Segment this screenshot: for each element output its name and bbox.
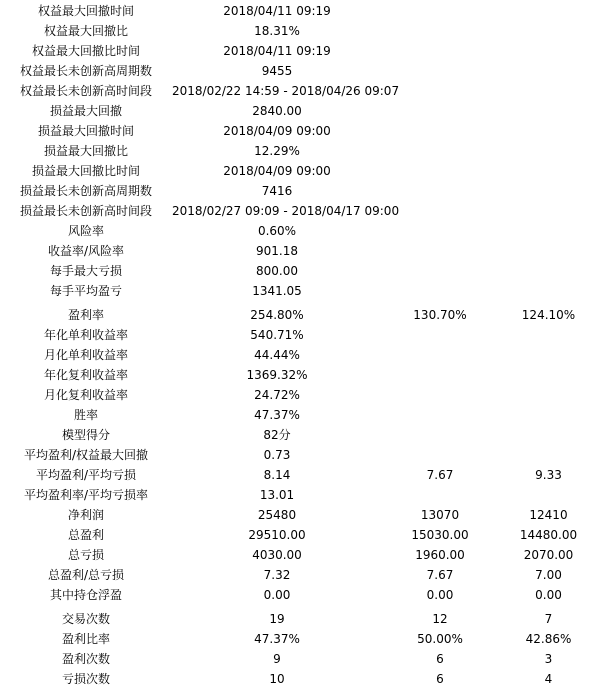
- table-row: [0, 241, 599, 261]
- table-row: [0, 161, 599, 181]
- metric-value-col2: [382, 181, 498, 201]
- table-row: [0, 305, 599, 325]
- metric-label: 年化复利收益率: [43, 368, 128, 382]
- metric-value-col2: 6: [436, 652, 444, 666]
- metric-label: 权益最大回撤比时间: [31, 44, 140, 58]
- metric-value-total: 7416: [261, 184, 293, 198]
- metric-value-col3: 4: [544, 672, 553, 686]
- table-row: [0, 525, 599, 545]
- table-row: [0, 121, 599, 141]
- metric-value-col3: [498, 141, 599, 161]
- metric-value-col3: [498, 201, 599, 221]
- table-row: [0, 21, 599, 41]
- metric-value-col3: [498, 345, 599, 365]
- metric-label: 交易次数: [61, 612, 110, 626]
- metric-label: 损益最大回撤比: [43, 144, 128, 158]
- metric-value-col2: [382, 261, 498, 281]
- metric-label: 月化复利收益率: [43, 388, 128, 402]
- table-row: [0, 1, 599, 21]
- table-row: [0, 585, 599, 605]
- metric-value-col2: [382, 365, 498, 385]
- metric-value-total: 10: [269, 672, 285, 686]
- metric-value-total: 44.44%: [254, 348, 300, 362]
- metric-value-total: 18.31%: [254, 24, 300, 38]
- metric-value-col3: [498, 181, 599, 201]
- metric-value-col2: [382, 281, 498, 301]
- metric-value-total: 13.01: [259, 488, 295, 502]
- table-row: [0, 505, 599, 525]
- metric-value-total: 4030.00: [252, 548, 302, 562]
- metric-value-col2: [382, 21, 498, 41]
- metric-value-total: 2018/04/11 09:19: [223, 4, 331, 18]
- table-row: [0, 221, 599, 241]
- table-row: [0, 201, 599, 221]
- metric-value-col2: 7.67: [426, 468, 454, 482]
- metric-label: 模型得分: [61, 428, 110, 442]
- metric-label: 胜率: [73, 408, 98, 422]
- metric-label: 每手最大亏损: [49, 264, 122, 278]
- metric-value-col3: [498, 81, 599, 101]
- metric-value-col3: [498, 405, 599, 425]
- metric-value-col2: 6: [436, 672, 444, 686]
- metric-value-col2: 13070: [420, 508, 460, 522]
- metric-value-total: 2018/04/09 09:00: [223, 164, 331, 178]
- metric-value-total: 0.60%: [257, 224, 297, 238]
- metric-value-col3: [498, 61, 599, 81]
- metric-value-col3: 42.86%: [525, 632, 572, 646]
- table-row: [0, 181, 599, 201]
- metric-value-col3: [498, 485, 599, 505]
- metric-label: 月化单利收益率: [43, 348, 128, 362]
- metric-value-col2: [382, 41, 498, 61]
- metric-value-col3: [498, 121, 599, 141]
- metric-label: 总盈利/总亏损: [47, 568, 125, 582]
- metric-value-col3: [498, 21, 599, 41]
- metric-value-col2: [382, 221, 498, 241]
- metric-label: 损益最大回撤时间: [37, 124, 134, 138]
- metric-value-col2: [382, 161, 498, 181]
- metric-value-col2: 1960.00: [415, 548, 465, 562]
- metric-label: 盈利次数: [61, 652, 110, 666]
- table-row: [0, 345, 599, 365]
- table-row: [0, 425, 599, 445]
- table-row: [0, 465, 599, 485]
- metric-value-col2: [382, 345, 498, 365]
- metric-label: 收益率/风险率: [47, 244, 125, 258]
- metric-value-col2: 50.00%: [417, 632, 463, 646]
- table-row: [0, 565, 599, 585]
- metric-value-col2: [382, 201, 498, 221]
- metric-label: 损益最大回撤: [49, 104, 122, 118]
- metric-value-col3: [498, 1, 599, 21]
- metric-value-col2: [382, 405, 498, 425]
- metric-label: 损益最长未创新高时间段: [19, 204, 152, 218]
- table-row: [0, 385, 599, 405]
- table-row: [0, 101, 599, 121]
- metric-value-total: 82分: [263, 428, 291, 442]
- metric-value-col3: [498, 101, 599, 121]
- table-row: [0, 41, 599, 61]
- metric-value-col2: [382, 121, 498, 141]
- metric-value-col2: 12: [432, 612, 448, 626]
- metric-value-col3: [498, 161, 599, 181]
- metric-value-col2: [382, 101, 498, 121]
- table-row: [0, 445, 599, 465]
- metric-label: 权益最大回撤时间: [37, 4, 134, 18]
- table-row: [0, 365, 599, 385]
- metric-value-col2: [382, 141, 498, 161]
- metric-label: 其中持仓浮盈: [49, 588, 122, 602]
- table-row: [0, 141, 599, 161]
- metric-value-total: 254.80%: [250, 308, 304, 322]
- metric-value-col2: 130.70%: [413, 308, 467, 322]
- metric-value-total: 24.72%: [254, 388, 300, 402]
- table-row: [0, 609, 599, 629]
- metric-value-col2: 7.67: [426, 568, 454, 582]
- table-row: [0, 629, 599, 649]
- metric-value-total: 0.00: [263, 588, 291, 602]
- metric-label: 总盈利: [67, 528, 104, 542]
- metric-value-col3: 14480.00: [519, 528, 578, 542]
- metric-value-total: 800.00: [256, 264, 298, 278]
- metric-value-col2: [382, 385, 498, 405]
- table-row: [0, 649, 599, 669]
- metric-value-col2: [382, 485, 498, 505]
- metric-label: 权益最大回撤比: [43, 24, 128, 38]
- metric-label: 总亏损: [67, 548, 104, 562]
- metric-value-total: 1369.32%: [246, 368, 308, 382]
- metric-label: 平均盈利/权益最大回撤: [23, 448, 149, 462]
- metric-value-total: 1341.05: [252, 284, 302, 298]
- metric-value-col2: [382, 81, 498, 101]
- metric-label: 风险率: [67, 224, 104, 238]
- metric-label: 权益最长未创新高周期数: [19, 64, 152, 78]
- metric-value-col3: 2070.00: [523, 548, 574, 562]
- metric-value-total: 8.14: [263, 468, 291, 482]
- metric-value-total: 540.71%: [250, 328, 304, 342]
- table-row: [0, 281, 599, 301]
- table-row: [0, 325, 599, 345]
- metric-value-total: 2018/04/09 09:00: [223, 124, 331, 138]
- metric-value-total: 9455: [261, 64, 293, 78]
- metric-value-col3: [498, 281, 599, 301]
- metric-value-total: 25480: [257, 508, 297, 522]
- metric-value-col2: [382, 241, 498, 261]
- metric-value-total: 47.37%: [254, 408, 300, 422]
- metric-value-col3: 12410: [529, 508, 568, 522]
- table-row: [0, 405, 599, 425]
- metric-value-total: 47.37%: [254, 632, 300, 646]
- metric-value-col2: [382, 61, 498, 81]
- metric-value-total: 0.73: [263, 448, 291, 462]
- table-row: [0, 545, 599, 565]
- metric-value-total: 19: [269, 612, 285, 626]
- table-row: [0, 485, 599, 505]
- metric-label: 亏损次数: [61, 672, 110, 686]
- metric-value-col3: [498, 445, 599, 465]
- metric-value-col3: [498, 385, 599, 405]
- metric-label: 损益最大回撤比时间: [31, 164, 140, 178]
- metric-label: 平均盈利率/平均亏损率: [23, 488, 149, 502]
- metric-value-col3: [498, 241, 599, 261]
- metric-value-col3: 7.00: [535, 568, 562, 582]
- metric-value-total: 901.18: [256, 244, 298, 258]
- table-row: [0, 81, 599, 101]
- metric-value-col3: [498, 221, 599, 241]
- metric-value-col3: 3: [544, 652, 553, 666]
- metric-value-col2: [382, 445, 498, 465]
- metric-value-col3: [498, 261, 599, 281]
- metric-value-total: 12.29%: [254, 144, 300, 158]
- metric-label: 净利润: [67, 508, 104, 522]
- metric-value-col3: 7: [544, 612, 553, 626]
- metric-value-total: 29510.00: [248, 528, 306, 542]
- metric-label: 盈利率: [67, 308, 104, 322]
- metric-value-col2: [382, 325, 498, 345]
- metric-value-total: 2018/02/22 14:59 - 2018/04/26 09:07: [172, 84, 400, 98]
- metric-label: 盈利比率: [61, 632, 110, 646]
- metric-value-col2: [382, 1, 498, 21]
- metric-value-col2: [382, 425, 498, 445]
- metric-value-total: 2018/02/27 09:09 - 2018/04/17 09:00: [172, 204, 400, 218]
- metric-value-total: 9: [273, 652, 281, 666]
- metric-value-col3: 0.00: [535, 588, 562, 602]
- metric-value-col2: 15030.00: [411, 528, 469, 542]
- metric-value-col2: 0.00: [426, 588, 454, 602]
- metric-value-col3: [498, 325, 599, 345]
- metric-label: 年化单利收益率: [43, 328, 128, 342]
- metric-value-total: 7.32: [263, 568, 291, 582]
- metric-value-col3: [498, 365, 599, 385]
- metric-value-col3: 9.33: [535, 468, 562, 482]
- metric-value-total: 2840.00: [252, 104, 302, 118]
- metric-value-col3: 124.10%: [521, 308, 576, 322]
- metric-value-col3: [498, 425, 599, 445]
- metric-value-col3: [498, 41, 599, 61]
- metric-label: 每手平均盈亏: [49, 284, 122, 298]
- table-row: [0, 61, 599, 81]
- metric-value-total: 2018/04/11 09:19: [223, 44, 331, 58]
- table-row: [0, 261, 599, 281]
- metric-label: 平均盈利/平均亏损: [35, 468, 137, 482]
- metric-label: 损益最长未创新高周期数: [19, 184, 152, 198]
- metric-label: 权益最长未创新高时间段: [19, 84, 152, 98]
- table-row: [0, 669, 599, 689]
